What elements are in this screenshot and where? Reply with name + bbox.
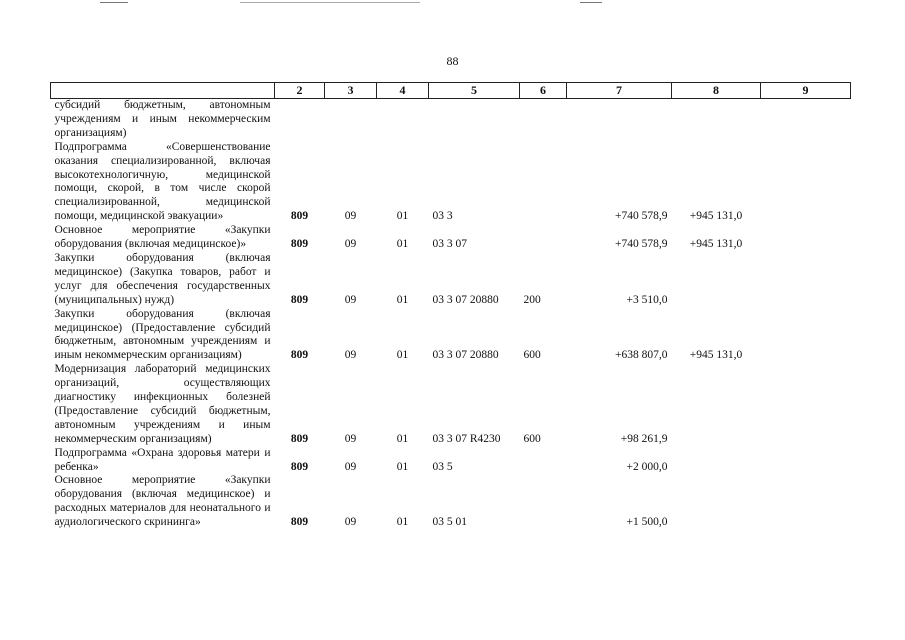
table-row: [51, 99, 851, 141]
amount-col8: [672, 252, 761, 308]
table-row: [51, 224, 851, 252]
table-row: [51, 363, 851, 446]
ministry-code: 809: [290, 460, 309, 473]
target-article-code: 03 5 01: [432, 516, 467, 529]
row-description: Подпрограмма «Охрана здоровья матери и ребенка»: [54, 446, 271, 473]
expense-type-code: [520, 99, 567, 141]
header-cell: 9: [761, 83, 851, 99]
section-code: [325, 99, 377, 141]
subsection-code: 01: [396, 460, 409, 473]
expense-type-code: 600: [523, 432, 541, 445]
header-cell: 4: [377, 83, 429, 99]
amount-col9: [761, 363, 851, 446]
amount-col7: +98 261,9: [620, 432, 668, 445]
ministry-code: 809: [290, 349, 309, 362]
subsection-code: 01: [396, 293, 409, 306]
target-article-code: 03 3 07 R4230: [432, 432, 501, 445]
subsection-code: [377, 99, 429, 141]
row-description: Модернизация лабораторий медицинских организаций, осуществляющих диагностику инфекционных болезней (Предоставление субсидий бюджетным, автономным учреждениям и иным некоммерческим организациям): [54, 363, 271, 445]
target-article-code: 03 3 07: [432, 238, 467, 251]
row-description: субсидий бюджетным, автономным учреждениям и иным некоммерческим организациям): [54, 99, 271, 139]
table-row: [51, 474, 851, 530]
expense-type-code: [520, 447, 567, 475]
header-cell: 7: [567, 83, 672, 99]
scan-artifact-right: [580, 2, 602, 3]
ministry-code: 809: [290, 293, 309, 306]
subsection-code: 01: [396, 432, 409, 445]
expense-type-code: [520, 224, 567, 252]
expense-type-code: 600: [523, 349, 541, 362]
amount-col9: [761, 141, 851, 224]
ministry-code: 809: [290, 516, 309, 529]
amount-col8: +945 131,0: [689, 210, 743, 223]
table-row: [51, 447, 851, 475]
section-code: 09: [344, 460, 357, 473]
expense-type-code: 200: [523, 293, 541, 306]
table-row: [51, 308, 851, 364]
amount-col7: +3 510,0: [626, 293, 668, 306]
target-article-code: [429, 99, 520, 141]
section-code: 09: [344, 349, 357, 362]
amount-col9: [761, 224, 851, 252]
subsection-code: 01: [396, 516, 409, 529]
ministry-code: 809: [290, 432, 309, 445]
row-description: Закупки оборудования (включая медицинское) (Предоставление субсидий бюджетным, автономным учреждениям и иным некоммерческим организациям): [54, 307, 271, 362]
scan-artifact-center: [240, 2, 420, 3]
table-row: [51, 141, 851, 224]
ministry-code: [275, 99, 325, 141]
header-cell: 3: [325, 83, 377, 99]
section-code: 09: [344, 293, 357, 306]
ministry-code: 809: [290, 238, 309, 251]
amount-col9: [761, 474, 851, 530]
amount-col8: +945 131,0: [689, 238, 743, 251]
amount-col9: [761, 99, 851, 141]
section-code: 09: [344, 516, 357, 529]
scan-artifact-left: [100, 2, 128, 3]
amount-col8: [672, 363, 761, 446]
row-description: Основное мероприятие «Закупки оборудования (включая медицинское)»: [54, 224, 271, 251]
subsection-code: 01: [396, 210, 409, 223]
amount-col9: [761, 252, 851, 308]
row-description: Закупки оборудования (включая медицинское) (Закупка товаров, работ и услуг для обеспечения государственных (муниципальных) нужд): [54, 251, 271, 306]
ministry-code: 809: [290, 210, 309, 223]
header-cell: 6: [520, 83, 567, 99]
section-code: 09: [344, 238, 357, 251]
amount-col9: [761, 308, 851, 364]
page-number: 88: [446, 54, 459, 68]
target-article-code: 03 3 07 20880: [432, 293, 499, 306]
amount-col8: [672, 447, 761, 475]
target-article-code: 03 3: [432, 210, 453, 223]
amount-col7: +2 000,0: [626, 460, 668, 473]
header-row: [51, 83, 851, 99]
header-cell: [51, 83, 275, 99]
target-article-code: 03 3 07 20880: [432, 349, 499, 362]
amount-col8: +945 131,0: [689, 349, 743, 362]
header-cell: 8: [672, 83, 761, 99]
expense-type-code: [520, 141, 567, 224]
amount-col7: +638 807,0: [615, 349, 668, 362]
expense-type-code: [520, 474, 567, 530]
target-article-code: 03 5: [432, 460, 453, 473]
amount-col7: +740 578,9: [615, 210, 668, 223]
budget-table: [50, 82, 851, 530]
header-cell: 2: [275, 83, 325, 99]
amount-col9: [761, 447, 851, 475]
subsection-code: 01: [396, 349, 409, 362]
header-cell: 5: [429, 83, 520, 99]
row-description: Подпрограмма «Совершенствование оказания специализированной, включая высокотехнологичную, медицинской помощи, скорой, в том числе скорой специализированной, медицинской помощи, медицинской эвакуации»: [54, 140, 271, 223]
row-description: Основное мероприятие «Закупки оборудования (включая медицинское) и расходных материалов для неонатального и аудиологического скрининга»: [54, 474, 271, 529]
section-code: 09: [344, 210, 357, 223]
amount-col8: [672, 99, 761, 141]
amount-col8: [672, 474, 761, 530]
section-code: 09: [344, 432, 357, 445]
amount-col7: [567, 99, 672, 141]
table-row: [51, 252, 851, 308]
amount-col7: +1 500,0: [626, 516, 668, 529]
subsection-code: 01: [396, 238, 409, 251]
amount-col7: +740 578,9: [615, 238, 668, 251]
